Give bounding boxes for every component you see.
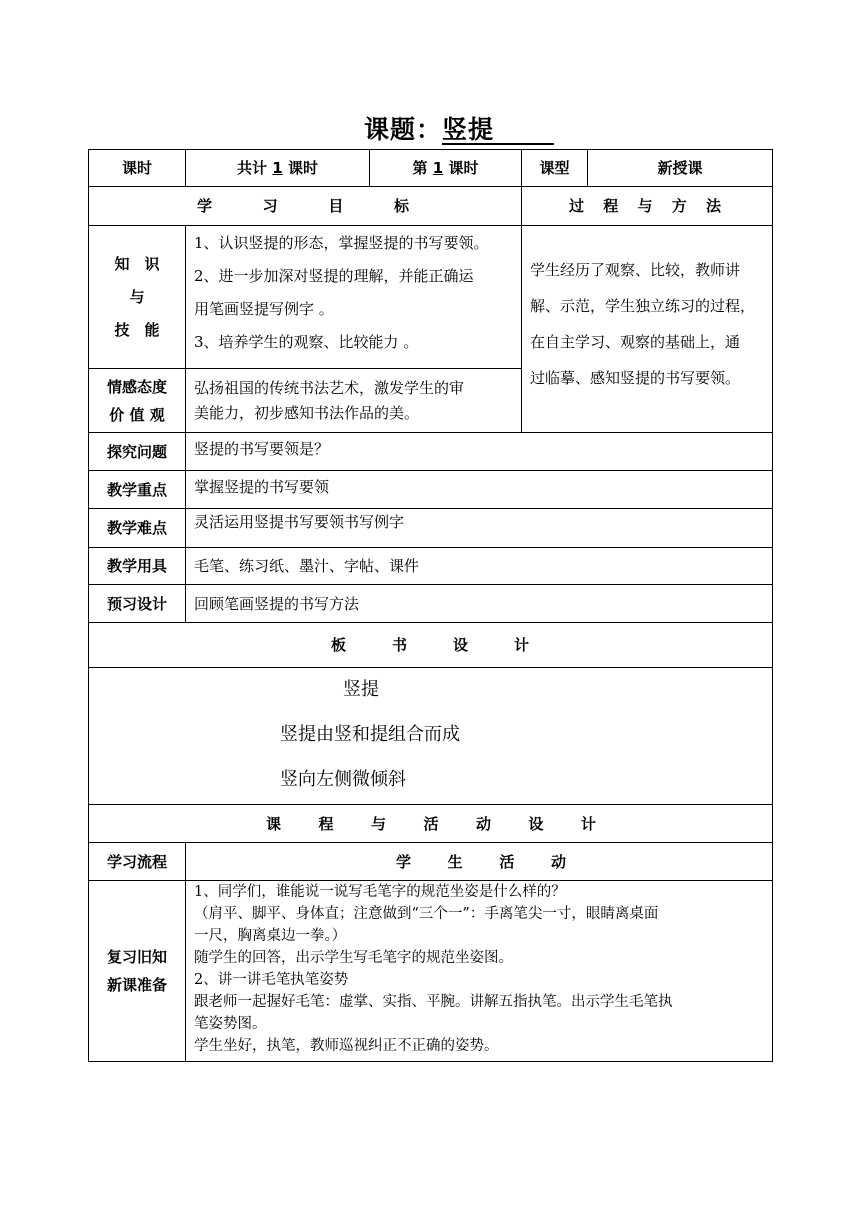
board-line: 竖向左侧微倾斜 (280, 769, 406, 790)
title-prefix: 课题： (364, 115, 443, 144)
process-line: 学生经历了观察、比较，教师讲 (530, 261, 741, 279)
review-label-line: 复习旧知 (106, 948, 167, 966)
tools-row (89, 548, 773, 585)
knowledge-line: 用笔画竖提写例字 。 (194, 300, 334, 318)
goals-header-row (89, 187, 773, 226)
row-value: 竖提的书写要领是？ (186, 433, 773, 471)
activity-header-char: 动 (475, 814, 491, 833)
row-value: 灵活运用竖提书写要领书写例字 (186, 509, 773, 548)
row-label: 探究问题 (89, 433, 186, 471)
board-line: 竖提由竖和提组合而成 (280, 724, 460, 745)
activity-header (89, 805, 773, 843)
total-hours (186, 150, 370, 187)
activity-header-char: 与 (370, 814, 386, 833)
emotion-label-line: 价 值 观 (109, 405, 165, 424)
knowledge-line: 3、培养学生的观察、比较能力 。 (194, 333, 419, 351)
row-value: 掌握竖提的书写要领 (186, 471, 773, 509)
emotion-label-line: 情感态度 (106, 377, 167, 396)
review-line: 一尺，胸离桌边一拳。） (194, 928, 347, 944)
activity-header-char: 活 (423, 814, 439, 833)
total-hours-prefix: 共计 (237, 159, 273, 177)
activity-char: 生 (447, 852, 463, 871)
student-activity-header (186, 843, 773, 881)
nth-hour-prefix: 第 (412, 159, 433, 177)
flow-header-row (89, 843, 773, 881)
board-title: 竖提 (343, 679, 379, 700)
page-title (364, 110, 554, 146)
emotion-line: 弘扬祖国的传统书法艺术，激发学生的审 (194, 378, 465, 397)
board-content (89, 668, 773, 805)
board-row (89, 668, 773, 805)
knowledge-label-line: 技 能 (114, 320, 160, 339)
knowledge-content (186, 226, 522, 369)
knowledge-label-line: 与 (129, 287, 145, 306)
knowledge-line: 1、认识竖提的形态，掌握竖提的书写要领。 (194, 234, 489, 252)
activity-char: 动 (550, 852, 566, 871)
title-topic: 竖提 (442, 117, 554, 145)
goals-char: 标 (393, 197, 409, 215)
activity-header-char: 计 (580, 814, 596, 833)
review-line: 笔姿势图。 (194, 1016, 267, 1032)
lesson-type-value: 新授课 (588, 150, 773, 187)
goals-header (89, 187, 522, 226)
goals-char: 习 (262, 197, 278, 215)
board-header-char: 计 (513, 636, 529, 654)
activity-header-row (89, 805, 773, 843)
emotion-label (89, 369, 186, 433)
nth-hour-suffix: 课时 (443, 159, 479, 177)
emotion-content (186, 369, 522, 433)
process-line: 在自主学习、观察的基础上，通 (530, 333, 741, 351)
process-content (522, 226, 773, 433)
activity-header-char: 程 (318, 814, 334, 833)
goals-char: 目 (328, 197, 344, 215)
process-char: 方 (671, 197, 687, 215)
review-row (89, 881, 773, 1062)
process-char: 法 (705, 197, 721, 215)
review-line: 2、讲一讲毛笔执笔姿势 (194, 972, 349, 988)
knowledge-label-line: 知 识 (114, 254, 160, 273)
header-row (89, 150, 773, 187)
key-point-row (89, 471, 773, 509)
difficulty-row (89, 509, 773, 548)
process-char: 程 (603, 197, 619, 215)
emotion-line: 美能力，初步感知书法作品的美。 (194, 403, 420, 422)
knowledge-line: 2、进一步加深对竖提的理解，并能正确运 (194, 267, 474, 285)
hours-label: 课时 (89, 150, 186, 187)
row-label: 教学难点 (89, 509, 186, 548)
lesson-plan-table (88, 149, 773, 1062)
review-line: 1、同学们，谁能说一说写毛笔字的规范坐姿是什么样的？ (194, 884, 566, 900)
row-label: 预习设计 (89, 585, 186, 623)
lesson-type-label: 课型 (522, 150, 588, 187)
review-line: 学生坐好，执笔，教师巡视纠正不正确的姿势。 (194, 1038, 499, 1054)
activity-header-char: 课 (266, 814, 282, 833)
process-line: 过临摹、感知竖提的书写要领。 (530, 369, 741, 387)
nth-hour (370, 150, 522, 187)
review-line: （肩平、脚平、身体直；注意做到“三个一”：手离笔尖一寸，眼睛离桌面 (194, 906, 659, 922)
nth-hour-number: 1 (432, 159, 444, 177)
preview-row (89, 585, 773, 623)
process-header (522, 187, 773, 226)
review-line: 随学生的回答，出示学生写毛笔字的规范坐姿图。 (194, 950, 513, 966)
flow-label: 学习流程 (89, 843, 186, 881)
board-header-char: 设 (452, 636, 468, 654)
board-header (89, 623, 773, 668)
knowledge-row (89, 226, 773, 369)
total-hours-number: 1 (272, 159, 283, 177)
board-header-char: 板 (331, 636, 347, 654)
row-label: 教学重点 (89, 471, 186, 509)
process-line: 解、示范，学生独立练习的过程， (530, 297, 756, 315)
board-header-row (89, 623, 773, 668)
process-char: 与 (637, 197, 653, 215)
activity-header-char: 设 (528, 814, 544, 833)
knowledge-label (89, 226, 186, 369)
row-value: 回顾笔画竖提的书写方法 (186, 585, 773, 623)
review-line: 跟老师一起握好毛笔：虚掌、实指、平腕。讲解五指执笔。出示学生毛笔执 (194, 994, 673, 1010)
process-char: 过 (569, 197, 585, 215)
activity-char: 活 (499, 852, 515, 871)
goals-char: 学 (197, 197, 213, 215)
review-label (89, 881, 186, 1062)
review-label-line: 新课准备 (106, 976, 167, 994)
board-header-char: 书 (391, 636, 407, 654)
row-label: 教学用具 (89, 548, 186, 585)
review-content (186, 881, 773, 1062)
row-value: 毛笔、练习纸、墨汁、字帖、课件 (186, 548, 773, 585)
total-hours-suffix: 课时 (282, 159, 318, 177)
activity-char: 学 (396, 852, 412, 871)
inquiry-row (89, 433, 773, 471)
